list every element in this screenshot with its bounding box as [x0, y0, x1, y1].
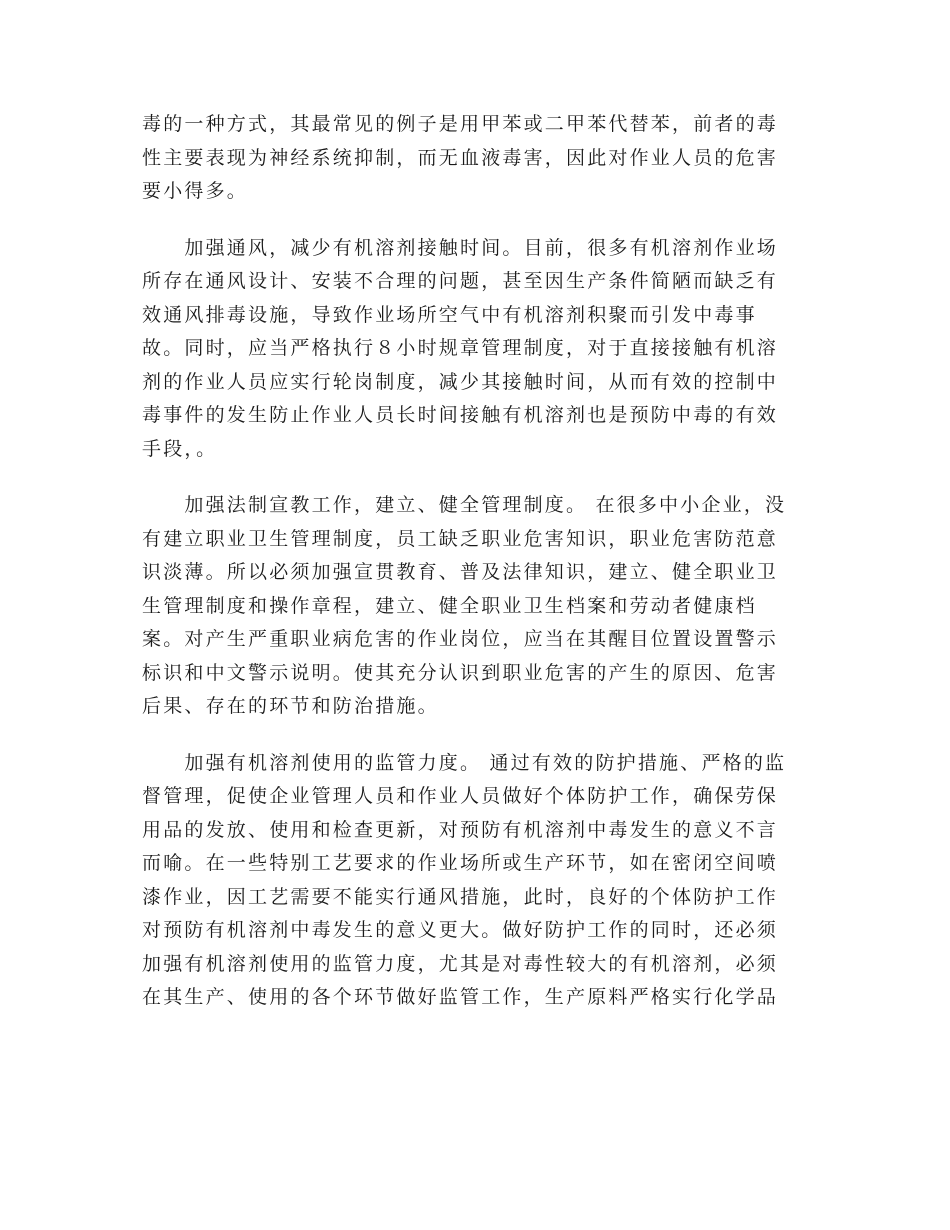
text-line: 生管理制度和操作章程，建立、健全职业卫生档案和劳动者健康档 — [142, 594, 757, 617]
text-line: 漆作业，因工艺需要不能实行通风措施，此时，良好的个体防护工作 — [142, 885, 779, 908]
text-line: 毒的一种方式，其最常见的例子是用甲苯或二甲苯代替苯，前者的毒 — [142, 113, 779, 135]
text-line: 所存在通风设计、安装不合理的问题，甚至因生产条件简陋而缺乏有 — [142, 270, 779, 292]
text-line: 案。对产生严重职业病危害的作业岗位，应当在其醒目位置设置警示 — [142, 628, 779, 650]
text-line: 后果、存在的环节和防治措施。 — [142, 695, 439, 717]
paragraph — [142, 489, 802, 724]
text-line: 手段，。 — [142, 437, 218, 460]
text-line: 效通风排毒设施，导致作业场所空气中有机溶剂积聚而引发中毒事 — [142, 303, 757, 326]
text-line: 加强通风，减少有机溶剂接触时间。目前，很多有机溶剂作业场 — [142, 236, 779, 259]
text-line: 加强有机溶剂使用的监管力度，尤其是对毒性较大的有机溶剂，必须 — [142, 952, 779, 975]
text-line: 故。同时，应当严格执行８小时规章管理制度，对于直接接触有机溶 — [142, 337, 779, 359]
text-line: 识淡薄。所以必须加强宣贯教育、普及法律知识，建立、健全职业卫 — [142, 561, 779, 583]
text-line: 毒事件的发生防止作业人员长时间接触有机溶剂也是预防中毒的有效 — [142, 404, 779, 426]
text-line: 加强有机溶剂使用的监管力度。 通过有效的防护措施、严格的监 — [142, 751, 787, 774]
text-line: 用品的发放、使用和检查更新，对预防有机溶剂中毒发生的意义不言 — [142, 818, 779, 841]
text-line: 督管理，促使企业管理人员和作业人员做好个体防护工作，确保劳保 — [142, 785, 779, 807]
text-line: 标识和中文警示说明。使其充分认识到职业危害的产生的原因、危害 — [142, 661, 779, 684]
text-line: 要小得多。 — [142, 180, 249, 202]
text-line: 加强法制宣教工作，建立、健全管理制度。 在很多中小企业，没 — [142, 494, 787, 516]
text-line: 有建立职业卫生管理制度，员工缺乏职业危害知识，职业危害防范意 — [142, 527, 779, 550]
document-body — [142, 108, 802, 1038]
text-line: 而喻。在一些特别工艺要求的作业场所或生产环节，如在密闭空间喷 — [142, 852, 779, 874]
text-line: 对预防有机溶剂中毒发生的意义更大。做好防护工作的同时，还必须 — [142, 919, 779, 941]
text-line: 在其生产、使用的各个环节做好监管工作，生产原料严格实行化学品 — [142, 986, 779, 1008]
paragraph — [142, 747, 802, 1015]
text-line: 剂的作业人员应实行轮岗制度，减少其接触时间，从而有效的控制中 — [142, 370, 779, 393]
paragraph — [142, 232, 802, 467]
paragraph — [142, 108, 802, 209]
text-line: 性主要表现为神经系统抑制，而无血液毒害，因此对作业人员的危害 — [142, 146, 779, 169]
